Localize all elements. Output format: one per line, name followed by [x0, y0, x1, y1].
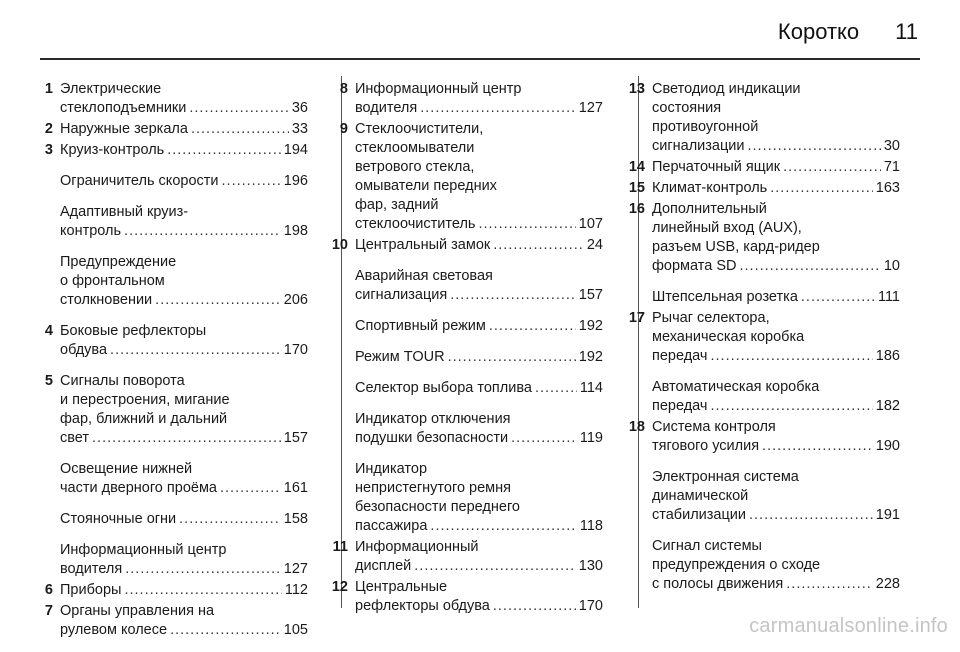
entry-number: 14 [628, 159, 645, 175]
page-reference: 118 [579, 518, 603, 534]
entry-line: Индикатор отключения [355, 411, 511, 427]
entry-text [355, 348, 603, 367]
dot-leader [189, 99, 288, 118]
entry-number: 4 [44, 323, 53, 339]
entry-leader-line [355, 557, 603, 576]
entry-line: Сигналы поворота [60, 373, 185, 389]
entry-number: 3 [44, 142, 53, 158]
entry-leader-line [60, 429, 308, 448]
entry-line: ветрового стекла, [355, 159, 475, 175]
entry-number: 2 [44, 121, 53, 137]
dot-leader [220, 479, 281, 498]
page-reference: 206 [283, 292, 308, 308]
entry-number: 7 [44, 603, 53, 619]
entry-text [652, 418, 900, 456]
index-entry [44, 80, 308, 118]
index-entry [44, 120, 308, 139]
entry-line: Система контроля [652, 419, 776, 435]
entry-text [652, 200, 900, 276]
index-entry [355, 317, 603, 336]
entry-leader-line [355, 348, 603, 367]
entry-leader-line [355, 597, 603, 616]
entry-label: свет [60, 430, 90, 446]
entry-text [60, 602, 308, 640]
entry-leader-line [60, 581, 308, 600]
entry-line: фар, задний [355, 197, 439, 213]
entry-text [60, 120, 308, 139]
entry-number: 15 [628, 180, 645, 196]
index-entry [355, 267, 603, 305]
page-reference: 196 [283, 173, 308, 189]
entry-label: передач [652, 398, 708, 414]
page-reference: 114 [579, 380, 603, 396]
entry-leader-line [652, 137, 900, 156]
entry-label: тягового усилия [652, 438, 760, 454]
dot-leader [124, 581, 281, 600]
entry-number: 5 [44, 373, 53, 389]
entry-label: Ограничитель скорости [60, 173, 219, 189]
page-number: 11 [895, 19, 918, 44]
page-reference: 119 [579, 430, 603, 446]
column-divider [638, 76, 639, 608]
entry-number: 18 [628, 419, 645, 435]
entry-label: части дверного проёма [60, 480, 217, 496]
entry-line: динамической [652, 488, 749, 504]
dot-leader [125, 560, 281, 579]
entry-line: линейный вход (AUX), [652, 220, 802, 236]
dot-leader [170, 621, 281, 640]
page-reference: 157 [578, 287, 603, 303]
entry-leader-line [355, 286, 603, 305]
entry-label: сигнализации [652, 138, 745, 154]
index-entry [628, 418, 900, 456]
index-entry [331, 236, 603, 255]
entry-line: фар, ближний и дальний [60, 411, 228, 427]
page-reference: 191 [875, 507, 900, 523]
page-reference: 107 [578, 216, 603, 232]
dot-leader [167, 141, 281, 160]
entry-text [355, 317, 603, 336]
index-entry [332, 538, 603, 576]
dot-leader [762, 437, 873, 456]
entry-label: формата SD [652, 258, 737, 274]
entry-text [60, 581, 308, 600]
page-reference: 192 [578, 349, 603, 365]
entry-number: 17 [628, 310, 645, 326]
dot-leader [489, 317, 576, 336]
dot-leader [191, 120, 289, 139]
entry-line: Дополнительный [652, 201, 767, 217]
page-reference: 10 [883, 258, 900, 274]
entry-line: Предупреждение [60, 254, 177, 270]
dot-leader [124, 222, 281, 241]
dot-leader [783, 158, 881, 177]
index-entry [44, 602, 308, 640]
entry-text [355, 80, 603, 118]
entry-line: омыватели передних [355, 178, 497, 194]
entry-leader-line [60, 341, 308, 360]
entry-text [355, 578, 603, 616]
entry-leader-line [60, 479, 308, 498]
page-reference: 112 [284, 582, 308, 598]
entry-text [60, 253, 308, 310]
page-reference: 105 [283, 622, 308, 638]
page-header [778, 18, 918, 46]
entry-text [652, 288, 900, 307]
entry-line: Информационный центр [60, 542, 227, 558]
entry-label: Климат-контроль [652, 180, 768, 196]
dot-leader [222, 172, 281, 191]
entry-text [652, 468, 900, 525]
dot-leader [535, 379, 577, 398]
index-entry [628, 179, 900, 198]
entry-text [355, 538, 603, 576]
dot-leader [155, 291, 281, 310]
index-entry [652, 537, 900, 594]
entry-label: контроль [60, 223, 122, 239]
entry-leader-line [60, 621, 308, 640]
index-entry [339, 120, 603, 234]
entry-label: Перчаточный ящик [652, 159, 781, 175]
page-title: Коротко [777, 19, 860, 44]
index-entry [60, 460, 308, 498]
entry-leader-line [355, 517, 603, 536]
entry-label: столкновении [60, 292, 153, 308]
entry-label: сигнализация [355, 287, 448, 303]
page-reference: 36 [291, 100, 308, 116]
page-reference: 228 [875, 576, 900, 592]
dot-leader [493, 236, 584, 255]
dot-leader [711, 397, 873, 416]
page-reference: 190 [875, 438, 900, 454]
entry-leader-line [60, 99, 308, 118]
entry-label: Спортивный режим [355, 318, 486, 334]
entry-text [355, 460, 603, 536]
index-entry [628, 158, 900, 177]
entry-number: 12 [331, 579, 348, 595]
entry-line: Информационный центр [355, 81, 522, 97]
page-reference: 24 [586, 237, 603, 253]
page-reference: 111 [877, 289, 900, 305]
page-reference: 163 [875, 180, 900, 196]
dot-leader [493, 597, 576, 616]
entry-leader-line [652, 397, 900, 416]
entry-label: подушки безопасности [355, 430, 509, 446]
entry-label: Центральный замок [355, 237, 491, 253]
entry-text [652, 378, 900, 416]
entry-label: передач [652, 348, 708, 364]
entry-leader-line [652, 257, 900, 276]
entry-label: дисплей [355, 558, 412, 574]
entry-line: механическая коробка [652, 329, 805, 345]
entry-label: Режим TOUR [355, 349, 445, 365]
entry-text [355, 410, 603, 448]
dot-leader [110, 341, 281, 360]
entry-label: стабилизации [652, 507, 746, 523]
index-entry [628, 80, 900, 156]
entry-line: разъем USB, кард-ридер [652, 239, 820, 255]
entry-text [60, 372, 308, 448]
dot-leader [748, 137, 881, 156]
index-entry [652, 378, 900, 416]
entry-leader-line [652, 179, 900, 198]
entry-line: предупреждения о сходе [652, 557, 821, 573]
page-reference: 192 [578, 318, 603, 334]
entry-label: стеклоочиститель [355, 216, 476, 232]
entry-text [652, 80, 900, 156]
entry-text [355, 379, 603, 398]
index-entry [355, 379, 603, 398]
dot-leader [448, 348, 576, 367]
entry-text [652, 158, 900, 177]
index-entry [355, 348, 603, 367]
index-entry [60, 203, 308, 241]
index-entry [60, 172, 308, 191]
entry-label: обдува [60, 342, 108, 358]
page-reference: 170 [283, 342, 308, 358]
index-entry [339, 80, 603, 118]
dot-leader [749, 506, 873, 525]
page-reference: 170 [578, 598, 603, 614]
index-entry [628, 309, 900, 366]
entry-leader-line [60, 120, 308, 139]
page-reference: 30 [883, 138, 900, 154]
index-entry [355, 410, 603, 448]
entry-leader-line [60, 172, 308, 191]
entry-line: Электронная система [652, 469, 799, 485]
entry-line: непристегнутого ремня [355, 480, 511, 496]
entry-text [652, 309, 900, 366]
page-reference: 157 [283, 430, 308, 446]
index-entry [331, 578, 603, 616]
entry-leader-line [652, 288, 900, 307]
dot-leader [179, 510, 281, 529]
entry-number: 13 [628, 81, 645, 97]
dot-leader [450, 286, 576, 305]
index-entry [44, 141, 308, 160]
page-reference: 130 [578, 558, 603, 574]
entry-number: 8 [339, 81, 348, 97]
entry-label: рефлекторы обдува [355, 598, 490, 614]
entry-text [60, 172, 308, 191]
entry-number: 11 [332, 539, 348, 555]
entry-line: Органы управления на [60, 603, 215, 619]
entry-label: рулевом колесе [60, 622, 168, 638]
entry-line: Стеклоочистители, [355, 121, 484, 137]
entry-line: Аварийная световая [355, 268, 493, 284]
entry-line: стеклоомыватели [355, 140, 475, 156]
entry-line: состояния [652, 100, 722, 116]
page-reference: 186 [875, 348, 900, 364]
entry-line: и перестроения, мигание [60, 392, 230, 408]
entry-label: Наружные зеркала [60, 121, 188, 137]
entry-leader-line [355, 236, 603, 255]
entry-label: стеклоподъемники [60, 100, 187, 116]
index-entry [60, 253, 308, 310]
entry-number: 10 [331, 237, 348, 253]
entry-leader-line [60, 291, 308, 310]
index-column-1 [44, 80, 308, 652]
entry-line: Центральные [355, 579, 448, 595]
page-reference: 127 [578, 100, 603, 116]
index-entry [60, 510, 308, 529]
index-entry [355, 460, 603, 536]
entry-number: 9 [339, 121, 348, 137]
entry-line: противоугонной [652, 119, 759, 135]
dot-leader [740, 257, 881, 276]
entry-line: Адаптивный круиз- [60, 204, 189, 220]
entry-text [652, 179, 900, 198]
entry-text [60, 510, 308, 529]
entry-text [60, 80, 308, 118]
dot-leader [414, 557, 576, 576]
page-reference: 161 [283, 480, 308, 496]
entry-leader-line [60, 560, 308, 579]
entry-leader-line [355, 429, 603, 448]
dot-leader [478, 215, 575, 234]
index-column-3 [628, 80, 900, 606]
entry-number: 1 [44, 81, 53, 97]
page-reference: 33 [291, 121, 308, 137]
index-entry [44, 581, 308, 600]
entry-label: с полосы движения [652, 576, 784, 592]
dot-leader [786, 575, 873, 594]
entry-text [60, 460, 308, 498]
dot-leader [801, 288, 875, 307]
entry-leader-line [652, 158, 900, 177]
entry-leader-line [60, 141, 308, 160]
entry-line: безопасности переднего [355, 499, 520, 515]
entry-line: Светодиод индикации [652, 81, 801, 97]
entry-line: Освещение нижней [60, 461, 193, 477]
entry-line: Сигнал системы [652, 538, 762, 554]
entry-leader-line [652, 575, 900, 594]
entry-leader-line [652, 506, 900, 525]
entry-leader-line [355, 215, 603, 234]
entry-line: Боковые рефлекторы [60, 323, 207, 339]
page-reference: 127 [283, 561, 308, 577]
entry-line: Рычаг селектора, [652, 310, 770, 326]
dot-leader [430, 517, 576, 536]
dot-leader [770, 179, 873, 198]
entry-leader-line [652, 437, 900, 456]
entry-text [60, 322, 308, 360]
entry-text [60, 141, 308, 160]
entry-label: пассажира [355, 518, 428, 534]
entry-label: Круиз-контроль [60, 142, 165, 158]
page-reference: 194 [283, 142, 308, 158]
dot-leader [711, 347, 873, 366]
entry-line: Автоматическая коробка [652, 379, 820, 395]
watermark: carmanualsonline.info [749, 615, 948, 637]
entry-text [60, 203, 308, 241]
page-reference: 182 [875, 398, 900, 414]
index-column-2 [331, 80, 603, 628]
page-reference: 71 [883, 159, 900, 175]
page-reference: 158 [283, 511, 308, 527]
entry-leader-line [355, 317, 603, 336]
entry-text [60, 541, 308, 579]
column-divider [341, 76, 342, 608]
entry-label: Штепсельная розетка [652, 289, 798, 305]
entry-label: водителя [355, 100, 418, 116]
entry-line: Электрические [60, 81, 162, 97]
index-entry [652, 288, 900, 307]
index-entry [652, 468, 900, 525]
dot-leader [92, 429, 281, 448]
entry-text [355, 267, 603, 305]
entry-text [355, 120, 603, 234]
entry-leader-line [355, 379, 603, 398]
index-entry [628, 200, 900, 276]
entry-number: 16 [628, 201, 645, 217]
entry-label: Селектор выбора топлива [355, 380, 532, 396]
entry-line: Информационный [355, 539, 479, 555]
index-entry [44, 372, 308, 448]
page-reference: 198 [283, 223, 308, 239]
entry-text [355, 236, 603, 255]
entry-number: 6 [44, 582, 53, 598]
entry-leader-line [355, 99, 603, 118]
entry-leader-line [652, 347, 900, 366]
index-entry [44, 322, 308, 360]
entry-line: о фронтальном [60, 273, 165, 289]
entry-leader-line [60, 510, 308, 529]
entry-label: Стояночные огни [60, 511, 177, 527]
dot-leader [420, 99, 576, 118]
entry-label: водителя [60, 561, 123, 577]
entry-leader-line [60, 222, 308, 241]
header-divider [40, 58, 920, 60]
entry-label: Приборы [60, 582, 122, 598]
index-entry [60, 541, 308, 579]
entry-text [652, 537, 900, 594]
entry-line: Индикатор [355, 461, 428, 477]
dot-leader [511, 429, 577, 448]
